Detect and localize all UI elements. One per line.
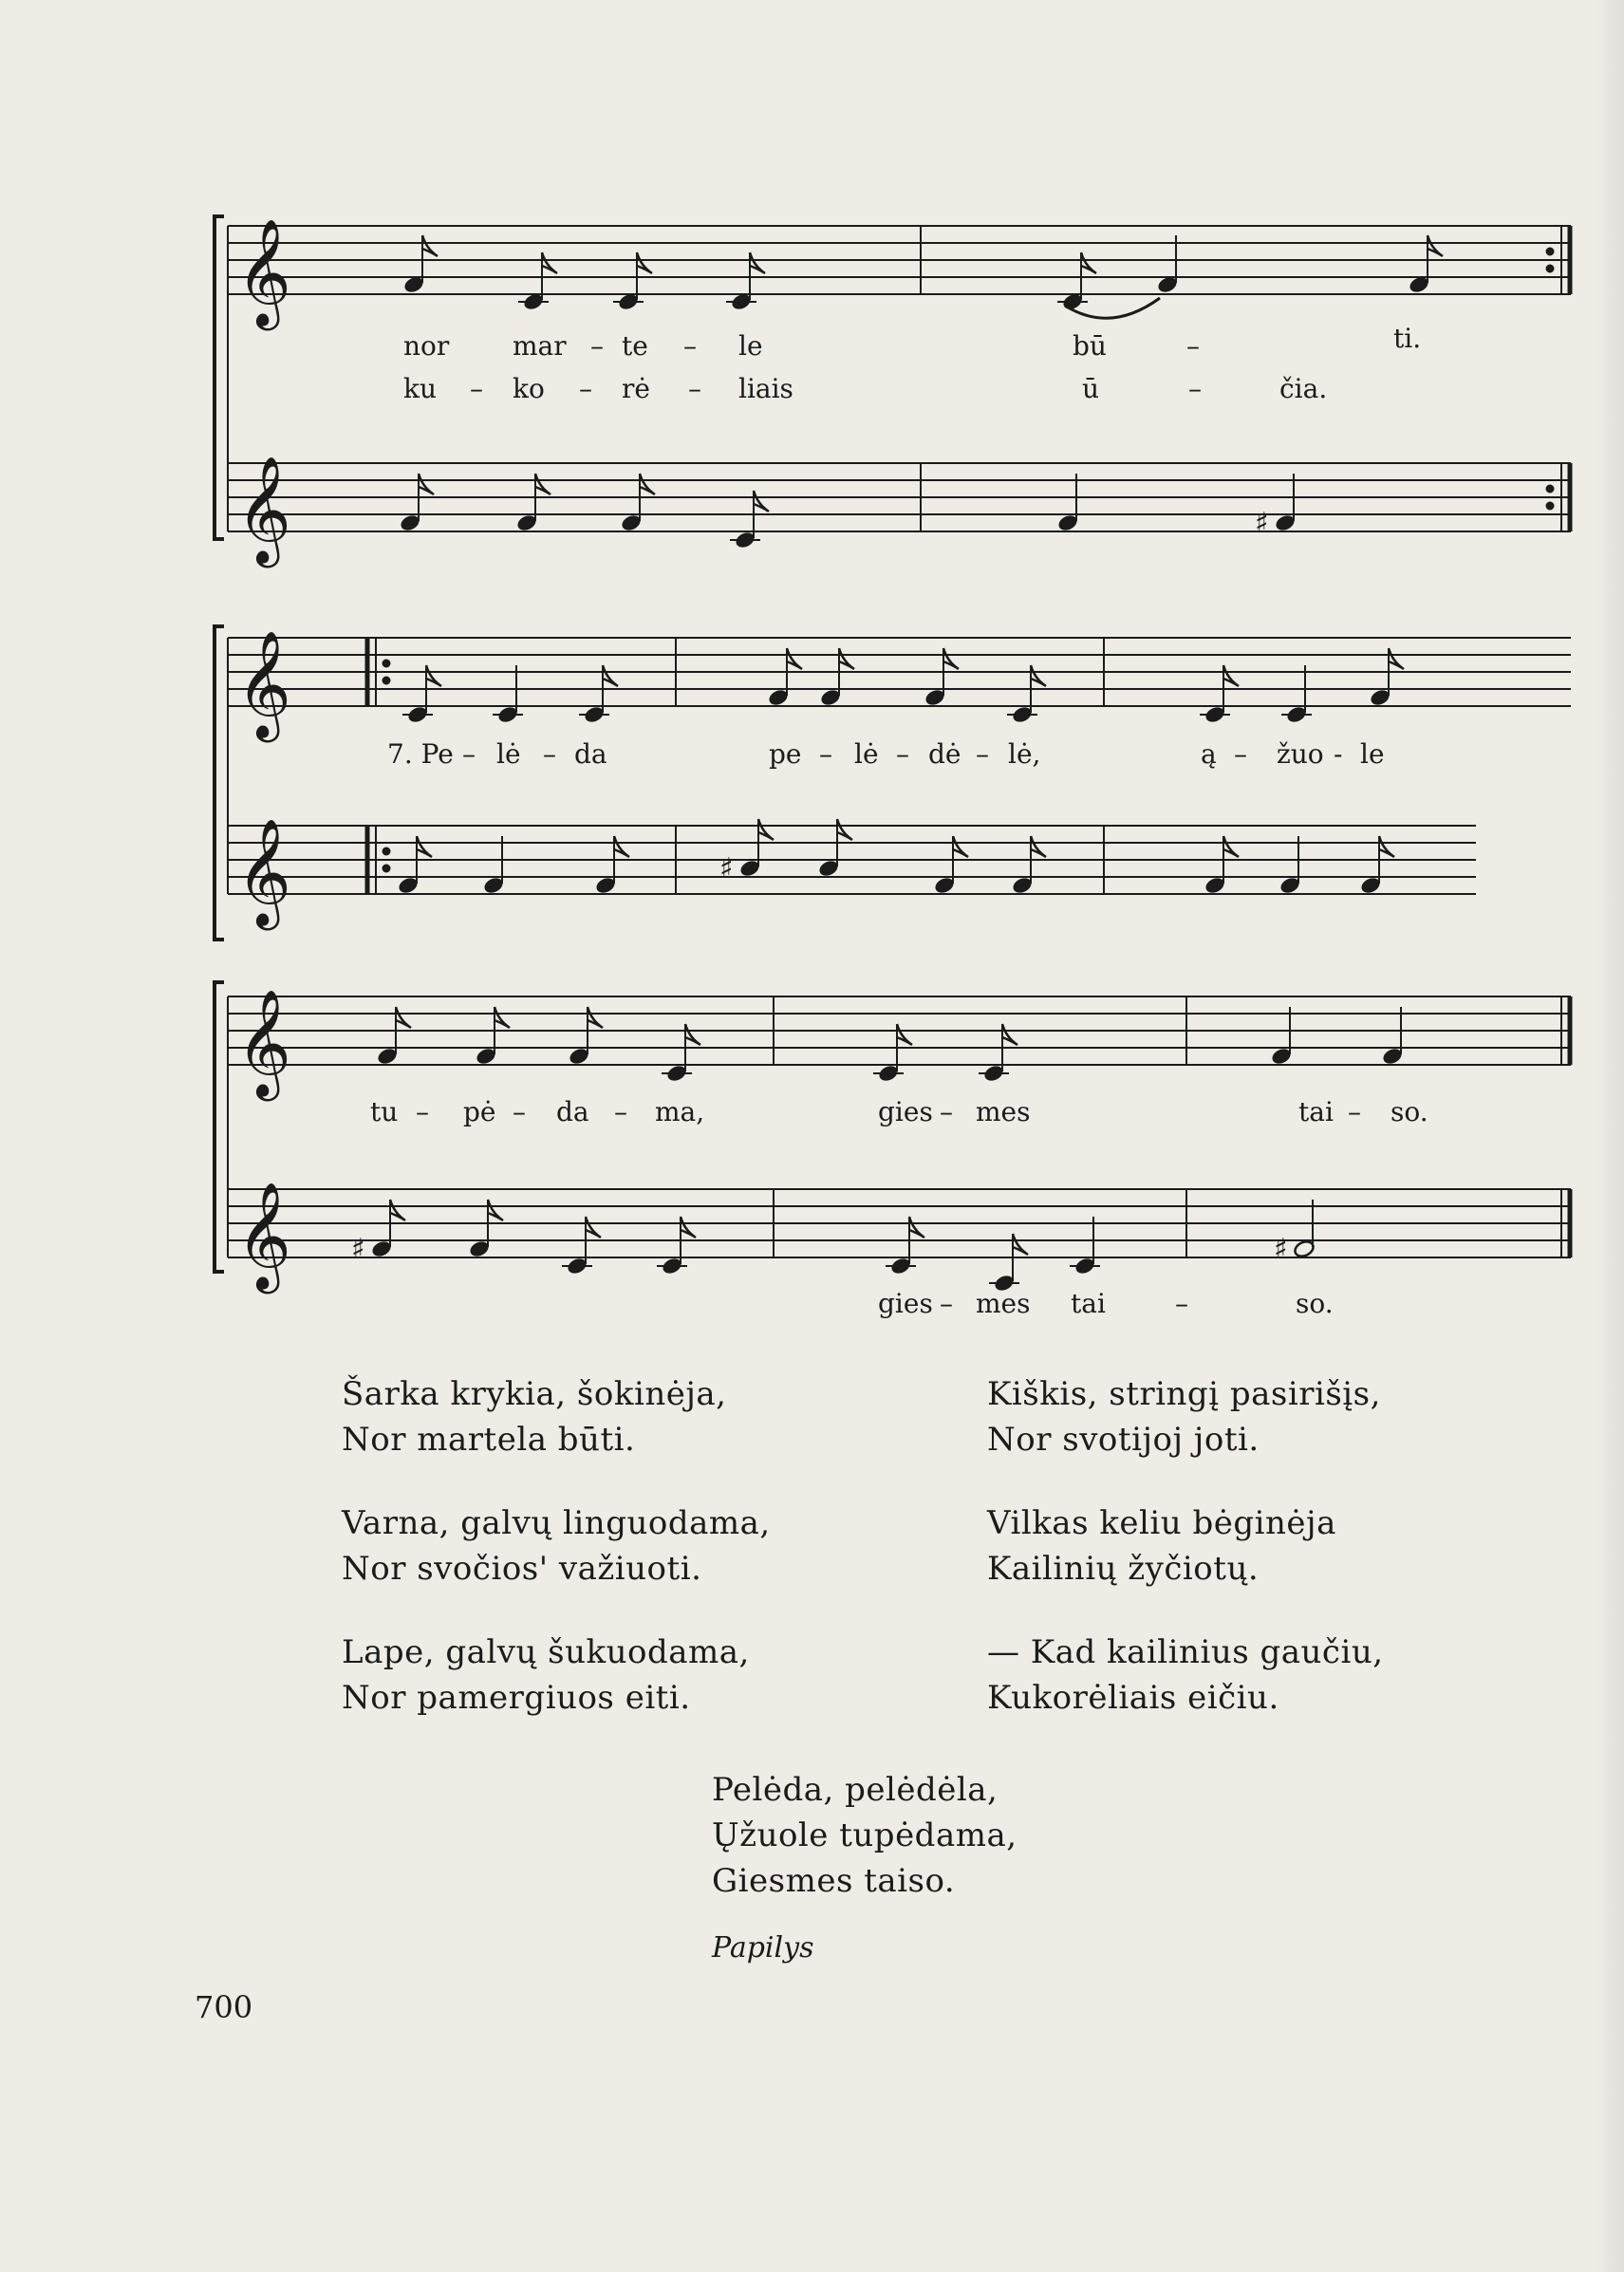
lyric-syllable: 7. Pe	[387, 738, 454, 770]
note	[1007, 665, 1046, 725]
lyric-hyphen: –	[513, 1096, 526, 1127]
verse-line: Šarka krykia, šokinėja,	[342, 1375, 727, 1413]
lyric-hyphen: –	[940, 1096, 953, 1127]
sharp-icon: ♯	[1255, 507, 1269, 540]
lyric-syllable: ku	[403, 373, 437, 404]
note	[819, 648, 854, 708]
note	[1408, 235, 1443, 295]
lyric-hyphen: –	[1234, 738, 1247, 770]
lyric-hyphen: –	[1348, 1096, 1361, 1127]
note	[397, 836, 432, 896]
note	[493, 665, 523, 725]
verse-line: Giesmes taiso.	[712, 1862, 956, 1900]
lyric-syllable: rė	[622, 373, 650, 404]
note	[1369, 648, 1404, 708]
verse-line: Kiškis, stringį pasirišįs,	[987, 1375, 1381, 1413]
note	[562, 1217, 601, 1276]
lyric-syllable: lė,	[1008, 738, 1041, 770]
repeat-dot	[1547, 486, 1554, 493]
system-3-lower-staff	[228, 1189, 1571, 1257]
repeat-dot	[1547, 266, 1554, 272]
note	[1274, 1200, 1316, 1266]
lyric-syllable: tai	[1071, 1288, 1106, 1319]
note	[1056, 474, 1079, 533]
treble-clef-icon: 𝄞	[236, 1182, 291, 1290]
lyric-syllable: da	[574, 738, 607, 770]
note	[515, 474, 551, 533]
lyric-syllable: ū	[1082, 373, 1100, 404]
lyric-syllable: mar	[513, 330, 567, 362]
poem-right-column	[987, 1371, 1595, 1759]
note	[1156, 235, 1179, 295]
note	[873, 1024, 912, 1084]
note	[662, 1024, 700, 1084]
lyric-hyphen: –	[579, 373, 592, 404]
verse-line: Nor pamergiuos eiti.	[342, 1679, 691, 1717]
note	[376, 1007, 411, 1067]
lyric-syllable: so.	[1391, 1096, 1428, 1127]
verse-line: Ųžuole tupėdama,	[712, 1816, 1017, 1854]
stanza	[987, 1630, 1595, 1721]
lyric-syllable: gies	[878, 1288, 933, 1319]
lyric-syllable: dė	[928, 738, 961, 770]
stanza	[987, 1500, 1595, 1592]
lyric-syllable: žuo	[1277, 738, 1324, 770]
note	[1381, 1007, 1404, 1067]
verse-line: Nor martela būti.	[342, 1421, 636, 1459]
lyric-syllable: nor	[403, 330, 450, 362]
sharp-icon: ♯	[351, 1233, 365, 1266]
note	[351, 1200, 405, 1266]
note	[594, 836, 629, 896]
note	[402, 235, 438, 295]
note	[1070, 1217, 1100, 1276]
sharp-icon: ♯	[719, 852, 734, 885]
lyric-syllable: le	[1360, 738, 1385, 770]
poem-left-column	[342, 1371, 949, 1759]
lyric-syllable: čia.	[1279, 373, 1328, 404]
note	[924, 648, 959, 708]
note	[1255, 474, 1297, 540]
lyric-hyphen: –	[688, 373, 701, 404]
lyric-hyphen: –	[896, 738, 909, 770]
stanza	[342, 1630, 949, 1721]
note	[1281, 665, 1312, 725]
lyric-syllable: te	[622, 330, 648, 362]
system-1-upper-staff	[228, 226, 1571, 294]
lyric-hyphen: –	[462, 738, 476, 770]
repeat-dot	[383, 866, 390, 872]
note	[886, 1217, 924, 1276]
lyric-syllable: ma,	[655, 1096, 705, 1127]
lyric-syllable: ti.	[1393, 323, 1422, 354]
verse-line: Lape, galvų šukuodama,	[342, 1633, 750, 1671]
note	[1057, 252, 1096, 312]
lyric-hyphen: –	[416, 1096, 429, 1127]
repeat-dot	[1547, 503, 1554, 510]
lyric-syllable: tu	[370, 1096, 399, 1127]
treble-clef-icon: 𝄞	[236, 818, 291, 926]
note	[1359, 836, 1394, 896]
note	[933, 836, 968, 896]
note	[979, 1024, 1017, 1084]
note	[1011, 836, 1046, 896]
note	[1270, 1007, 1293, 1067]
lyric-syllable: gies	[878, 1096, 933, 1127]
lyric-hyphen: –	[543, 738, 556, 770]
treble-clef-icon: 𝄞	[236, 989, 291, 1097]
lyric-hyphen: –	[1175, 1288, 1188, 1319]
lyric-hyphen: –	[819, 738, 832, 770]
lyric-hyphen: –	[614, 1096, 627, 1127]
lyric-syllable: bū	[1073, 330, 1107, 362]
note	[1204, 836, 1239, 896]
lyric-syllable: so.	[1296, 1288, 1334, 1319]
lyric-syllable: ą	[1201, 738, 1217, 770]
note	[620, 474, 655, 533]
treble-clef-icon: 𝄞	[236, 630, 291, 738]
note	[518, 252, 557, 312]
note	[817, 819, 852, 879]
repeat-dot	[383, 848, 390, 855]
verse-line: Varna, galvų linguodama,	[342, 1504, 771, 1542]
stanza	[342, 1371, 949, 1462]
lyric-syllable: mes	[976, 1096, 1031, 1127]
note	[1279, 836, 1301, 896]
note	[730, 491, 769, 550]
repeat-dot	[383, 661, 390, 667]
note	[657, 1217, 696, 1276]
lyric-hyphen: –	[1188, 373, 1202, 404]
note	[989, 1234, 1028, 1294]
note	[719, 819, 774, 885]
system-1-lower-staff	[228, 463, 1571, 531]
note	[482, 836, 505, 896]
lyric-syllable: ko	[513, 373, 545, 404]
lyric-hyphen: –	[470, 373, 483, 404]
lyric-hyphen: -	[1334, 738, 1343, 770]
note	[1200, 665, 1239, 725]
note	[402, 665, 441, 725]
note	[726, 252, 765, 312]
note	[568, 1007, 603, 1067]
treble-clef-icon: 𝄞	[236, 218, 291, 326]
verse-line: Nor svočios' važiuoti.	[342, 1550, 702, 1588]
verse-line: Kailinių žyčiotų.	[987, 1550, 1260, 1588]
recording-location: Papilys	[712, 1931, 814, 1965]
note	[767, 648, 802, 708]
note	[475, 1007, 510, 1067]
lyric-hyphen: –	[940, 1288, 953, 1319]
lyric-syllable: pe	[769, 738, 802, 770]
lyric-syllable: da	[556, 1096, 589, 1127]
lyric-syllable: le	[738, 330, 763, 362]
sharp-icon: ♯	[1274, 1233, 1288, 1266]
note	[579, 665, 618, 725]
poem-final-stanza	[712, 1767, 1281, 1904]
repeat-dot	[1547, 249, 1554, 255]
page-number: 700	[195, 1989, 253, 2025]
lyric-hyphen: –	[976, 738, 989, 770]
note	[468, 1200, 503, 1259]
verse-line: Kukorėliais eičiu.	[987, 1679, 1279, 1717]
verse-line: Nor svotijoj joti.	[987, 1421, 1260, 1459]
lyric-hyphen: –	[683, 330, 697, 362]
treble-clef-icon: 𝄞	[236, 456, 291, 564]
stanza	[987, 1371, 1595, 1462]
verse-line: Pelėda, pelėdėla,	[712, 1771, 999, 1809]
note	[613, 252, 652, 312]
lyric-syllable: pė	[463, 1096, 496, 1127]
lyric-syllable: mes	[976, 1288, 1031, 1319]
lyric-syllable: liais	[738, 373, 793, 404]
page-edge-shadow	[1596, 0, 1624, 2272]
note	[399, 474, 434, 533]
lyric-syllable: tai	[1298, 1096, 1334, 1127]
lyric-hyphen: –	[1186, 330, 1200, 362]
lyric-syllable: lė	[854, 738, 879, 770]
verse-line: Vilkas keliu bėginėja	[987, 1504, 1336, 1542]
verse-line: — Kad kailinius gaučiu,	[987, 1633, 1384, 1671]
lyric-syllable: lė	[496, 738, 521, 770]
repeat-dot	[383, 678, 390, 684]
stanza	[342, 1500, 949, 1592]
lyric-hyphen: –	[590, 330, 604, 362]
